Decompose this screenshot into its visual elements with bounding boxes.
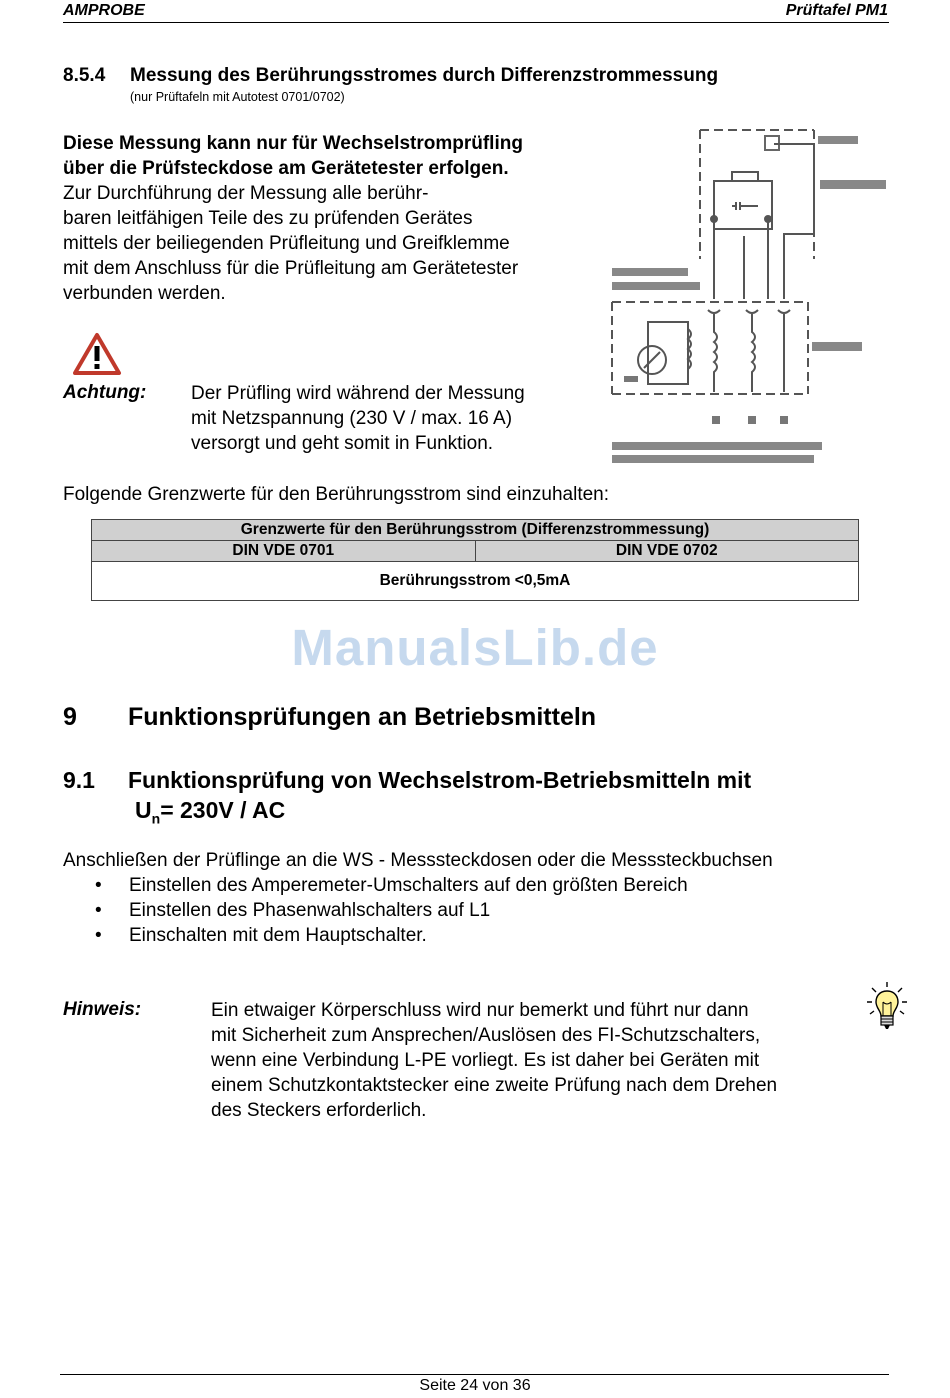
voltage-value: = 230V / AC bbox=[160, 797, 286, 823]
hint-line: wenn eine Verbindung L-PE vorliegt. Es ist daher bei Geräten mit bbox=[211, 1050, 760, 1071]
table-caption: Grenzwerte für den Berührungsstrom (Differenzstrommessung) bbox=[92, 520, 859, 541]
subsection-number: 9.1 bbox=[63, 767, 95, 793]
voltage-symbol: U bbox=[135, 797, 152, 823]
circuit-diagram bbox=[608, 124, 898, 469]
header-brand: AMPROBE bbox=[63, 2, 145, 19]
table-col-header: DIN VDE 0701 bbox=[92, 541, 476, 562]
header-title: Prüftafel PM1 bbox=[785, 2, 888, 19]
warning-line: Der Prüfling wird während der Messung bbox=[191, 383, 525, 404]
warning-line: mit Netzspannung (230 V / max. 16 A) bbox=[191, 408, 513, 429]
section-intro: Anschließen der Prüflinge an die WS - Messsteckdosen oder die Messsteckbuchsen bbox=[63, 850, 773, 871]
section-title: Messung des Berührungsstromes durch Differenzstrommessung bbox=[130, 65, 719, 86]
table-col-header: DIN VDE 0702 bbox=[475, 541, 859, 562]
hint-line: mit Sicherheit zum Ansprechen/Auslösen des FI-Schutzschalters, bbox=[211, 1025, 761, 1046]
list-item: • Einstellen des Amperemeter-Umschalters auf den größten Bereich bbox=[95, 873, 688, 898]
step-list bbox=[95, 873, 688, 948]
limits-intro: Folgende Grenzwerte für den Berührungsstrom sind einzuhalten: bbox=[63, 484, 610, 505]
intro-line: verbunden werden. bbox=[63, 283, 226, 304]
chapter-title: Funktionsprüfungen an Betriebsmitteln bbox=[128, 703, 597, 731]
footer-divider bbox=[60, 1374, 889, 1375]
intro-paragraph bbox=[63, 131, 595, 306]
limits-table bbox=[91, 519, 859, 601]
list-item: • Einstellen des Phasenwahlschalters auf L1 bbox=[95, 898, 688, 923]
warning-triangle-icon bbox=[72, 332, 122, 376]
chapter-number: 9 bbox=[63, 703, 77, 731]
hint-line: einem Schutzkontaktstecker eine zweite Prüfung nach dem Drehen bbox=[211, 1075, 778, 1096]
watermark: ManualsLib.de bbox=[291, 619, 659, 676]
intro-line: mit dem Anschluss für die Prüfleitung am Gerätetester bbox=[63, 258, 519, 279]
intro-line: Zur Durchführung der Messung alle berühr- bbox=[63, 183, 429, 204]
hint-line: Ein etwaiger Körperschluss wird nur bemerkt und führt nur dann bbox=[211, 1000, 749, 1021]
intro-bold-line: über die Prüfsteckdose am Gerätetester erfolgen. bbox=[63, 158, 509, 179]
list-item: • Einschalten mit dem Hauptschalter. bbox=[95, 923, 688, 948]
page-number: Seite 24 von 36 bbox=[419, 1377, 531, 1394]
intro-line: baren leitfähigen Teile des zu prüfenden Gerätes bbox=[63, 208, 473, 229]
subsection-title bbox=[128, 765, 751, 834]
voltage-subscript: n bbox=[151, 810, 161, 827]
intro-bold-line: Diese Messung kann nur für Wechselstromprüfling bbox=[63, 133, 523, 154]
section-note: (nur Prüftafeln mit Autotest 0701/0702) bbox=[130, 90, 345, 104]
header-divider bbox=[63, 22, 889, 23]
lightbulb-icon bbox=[864, 980, 910, 1032]
table-value: Berührungsstrom <0,5mA bbox=[92, 562, 859, 601]
warning-text bbox=[191, 381, 525, 456]
subsection-title-line bbox=[128, 795, 751, 834]
warning-line: versorgt und geht somit in Funktion. bbox=[191, 433, 494, 454]
warning-label: Achtung: bbox=[63, 382, 147, 403]
section-number: 8.5.4 bbox=[63, 65, 106, 86]
subsection-title-line: Funktionsprüfung von Wechselstrom-Betriebsmitteln mit bbox=[128, 767, 752, 793]
hint-line: des Steckers erforderlich. bbox=[211, 1100, 427, 1121]
hint-text bbox=[211, 998, 887, 1123]
hint-label: Hinweis: bbox=[63, 999, 142, 1020]
intro-line: mittels der beiliegenden Prüfleitung und Greifklemme bbox=[63, 233, 510, 254]
